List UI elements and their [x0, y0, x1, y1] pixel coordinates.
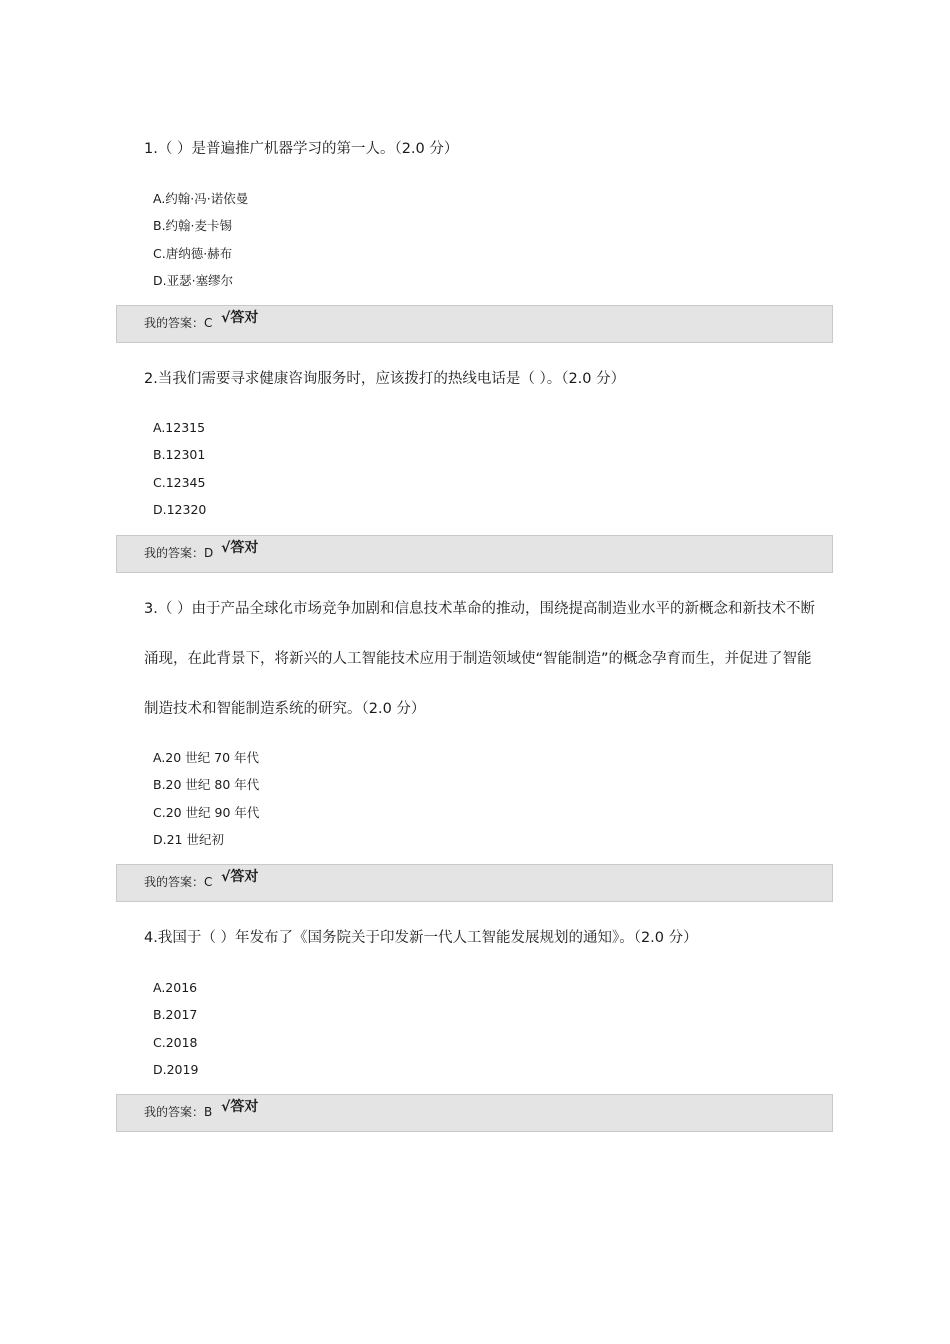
- option-a: A.12315: [153, 420, 206, 435]
- my-answer-label: 我的答案：C: [144, 316, 213, 330]
- my-answer-label: 我的答案：B: [144, 1105, 213, 1119]
- question-title: 4.我国于（ ）年发布了《国务院关于印发新一代人工智能发展规划的通知》。（2.0 分）: [144, 930, 698, 946]
- answer-box: [116, 864, 833, 902]
- option-d: D.12320: [153, 501, 207, 517]
- option-a: A.约翰·冯·诺依曼: [153, 191, 249, 206]
- answer-box: [116, 535, 833, 573]
- option-b: B.12301: [153, 447, 206, 463]
- my-answer-label: 我的答案：D: [144, 546, 214, 560]
- answer-result: √答对: [221, 869, 259, 885]
- question-title: 1.（ ）是普遍推广机器学习的第一人。（2.0 分）: [144, 141, 459, 157]
- options-list: [153, 185, 248, 294]
- question-title: 2.当我们需要寻求健康咨询服务时，应该拨打的热线电话是（ ）。（2.0 分）: [144, 371, 626, 387]
- option-b: B.2017: [153, 1007, 198, 1023]
- option-d: D.亚瑟·塞缪尔: [153, 272, 234, 288]
- option-b: B.20 世纪 80 年代: [153, 777, 260, 793]
- my-answer-label: 我的答案：C: [144, 875, 213, 889]
- option-c: C.12345: [153, 474, 206, 490]
- answer-result: √答对: [221, 310, 259, 326]
- option-b: B.约翰·麦卡锡: [153, 218, 233, 234]
- option-c: C.20 世纪 90 年代: [153, 804, 260, 820]
- answer-box: [116, 305, 833, 343]
- options-list: [153, 744, 259, 853]
- answer-box: [116, 1094, 833, 1132]
- option-c: C.唐纳德·赫布: [153, 245, 233, 261]
- question-title: 3.（ ）由于产品全球化市场竞争加剧和信息技术革命的推动，围绕提高制造业水平的新概念和新技术不断涌现，在此背景下，将新兴的人工智能技术应用于制造领域使“智能制造”的概念孕育而生，并促进了智能制造技术和智能制造系统的研究。（2.0 分）: [144, 601, 815, 717]
- option-d: D.2019: [153, 1061, 199, 1077]
- answer-result: √答对: [221, 540, 259, 556]
- option-a: A.20 世纪 70 年代: [153, 750, 260, 765]
- options-list: [153, 414, 206, 523]
- option-c: C.2018: [153, 1034, 198, 1050]
- answer-result: √答对: [221, 1099, 259, 1115]
- options-list: [153, 974, 198, 1083]
- option-a: A.2016: [153, 980, 198, 995]
- option-d: D.21 世纪初: [153, 831, 224, 847]
